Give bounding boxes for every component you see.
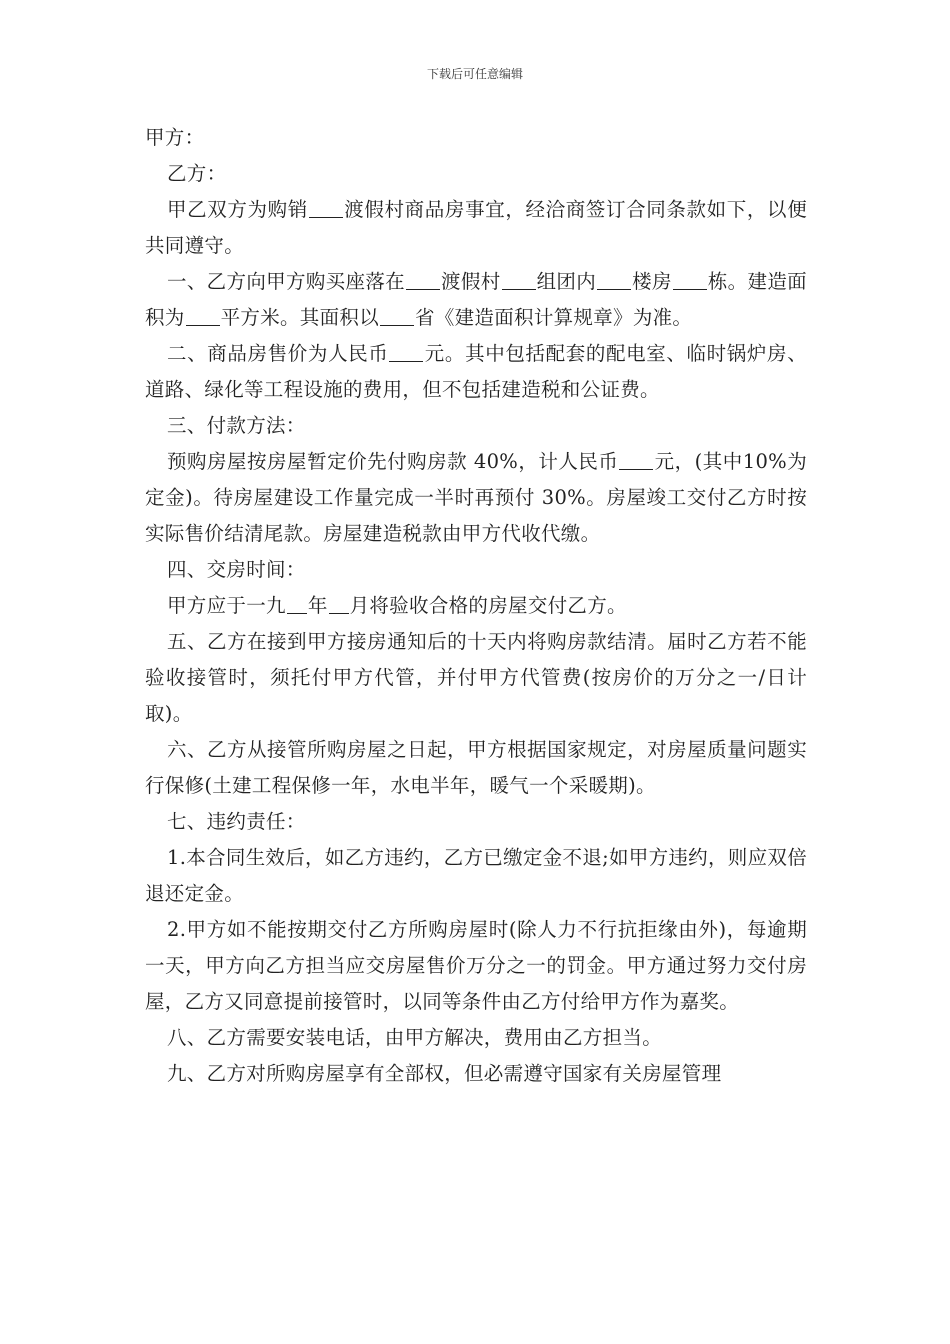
clause-2-text-b: 元。其中包括配套的配电室、临时锅炉房、道路、绿化等工程设施的费用，但不包括建造税和公证费。 [145, 342, 807, 401]
fill-blank[interactable] [186, 305, 220, 326]
delivery-text-a: 甲方应于一九 [167, 594, 286, 617]
liability-item-1: 1.本合同生效后，如乙方违约，乙方已缴定金不退;如甲方违约，则应双倍退还定金。 [145, 846, 807, 905]
fill-blank[interactable] [673, 269, 707, 290]
clause-1-text-d: 楼房 [632, 270, 672, 293]
party-a-line: 甲方： [145, 126, 205, 149]
clause-1-text-g: 省《建造面积计算规章》为准。 [415, 306, 693, 329]
fill-blank[interactable] [309, 197, 343, 218]
party-b-line: 乙方： [167, 162, 227, 185]
clause-3-heading: 三、付款方法： [167, 414, 306, 437]
clause-1-text-f: 平方米。其面积以 [220, 306, 380, 329]
clause-9-paragraph: 九、乙方对所购房屋享有全部权，但必需遵守国家有关房屋管理 [167, 1062, 722, 1085]
liability-item-2: 2.甲方如不能按期交付乙方所购房屋时(除人力不行抗拒缘由外)，每逾期一天，甲方向乙方担当应交房屋售价万分之一的罚金。甲方通过努力交付房屋，乙方又同意提前接管时，以同等条件由乙方付给甲方作为嘉奖。 [145, 918, 807, 1013]
fill-blank[interactable] [502, 269, 536, 290]
preamble-text-2: 渡假村商品房事宜，经洽商签订合同条款如下，以便共同遵守。 [145, 198, 807, 257]
delivery-time-paragraph [145, 588, 807, 624]
clause-8-paragraph: 八、乙方需要安装电话，由甲方解决，费用由乙方担当。 [167, 1026, 663, 1049]
fill-blank[interactable] [597, 269, 631, 290]
fill-blank[interactable] [389, 341, 423, 362]
clause-4-heading: 四、交房时间： [167, 558, 306, 581]
delivery-text-b: 年 [307, 594, 328, 617]
clause-1-text-b: 渡假村 [441, 270, 501, 293]
preamble-text-1: 甲乙双方为购销 [167, 198, 308, 221]
fill-blank[interactable] [329, 593, 349, 614]
fill-blank[interactable] [619, 449, 653, 470]
fill-blank[interactable] [287, 593, 307, 614]
clause-1-text-c: 组团内 [536, 270, 597, 293]
fill-blank[interactable] [380, 305, 414, 326]
clause-7-heading: 七、违约责任： [167, 810, 306, 833]
fill-blank[interactable] [406, 269, 440, 290]
clause-5-paragraph: 五、乙方在接到甲方接房通知后的十天内将购房款结清。届时乙方若不能验收接管时，须托付甲方代管，并付甲方代管费(按房价的万分之一/日计取)。 [145, 630, 807, 725]
preamble-paragraph [145, 192, 807, 264]
payment-text-b: 元，(其中10%为定金)。待房屋建设工作量完成一半时再预付 30%。房屋竣工交付乙方时按实际售价结清尾款。房屋建造税款由甲方代收代缴。 [145, 450, 807, 545]
clause-1-text-a: 一、乙方向甲方购买座落在 [167, 270, 406, 293]
delivery-text-c: 月将验收合格的房屋交付乙方。 [349, 594, 627, 617]
payment-method-paragraph [145, 444, 807, 552]
clause-2-paragraph [145, 336, 807, 408]
clause-2-text-a: 二、商品房售价为人民币 [167, 342, 389, 365]
payment-text-a: 预购房屋按房屋暂定价先付购房款 40%，计人民币 [167, 450, 619, 473]
contract-body [145, 120, 807, 1092]
page-header: 下载后可任意编辑 [426, 67, 523, 81]
clause-6-paragraph: 六、乙方从接管所购房屋之日起，甲方根据国家规定，对房屋质量问题实行保修(土建工程保修一年，水电半年，暖气一个采暖期)。 [145, 738, 807, 797]
clause-1-text-e: 栋。建造面积为 [145, 270, 807, 329]
clause-1-paragraph [145, 264, 807, 336]
